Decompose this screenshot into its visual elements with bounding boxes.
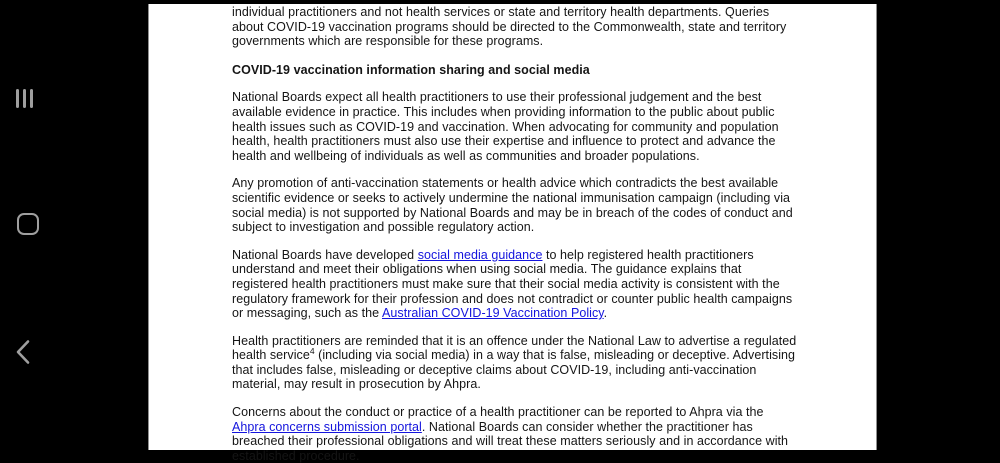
footnote-ref: 4 — [309, 346, 315, 357]
recents-button[interactable] — [16, 89, 33, 108]
home-button[interactable] — [17, 213, 39, 235]
section-heading: COVID-19 vaccination information sharing and social media — [232, 62, 590, 77]
article-body — [149, 4, 832, 463]
paragraph: individual practitioners and not health services or state and territory health departments. Queries about COVID-19 vaccination programs should be directed to the Commonwealth, state and territory governments which are responsible for these programs. — [232, 5, 787, 49]
paragraph: Concerns about the conduct or practice of a health practitioner can be reported to Ahpra via the Ahpra concerns submission portal. National Boards can consider whether the practitioner has breached their professional obligations and will treat these matters seriously and in accordance with established procedure. — [232, 405, 789, 463]
back-button[interactable] — [14, 339, 32, 365]
text-link[interactable]: Australian COVID-19 Vaccination Policy — [382, 306, 604, 321]
android-nav-bar — [0, 0, 148, 450]
paragraph: National Boards have developed social media guidance to help registered health practitioners understand and meet their obligations when using social media. The guidance explains that registered health practitioners must make sure that their social media activity is consistent with the regulatory framework for their profession and does not contradict or counter public health campaigns or messaging, such as the Australian COVID-19 Vaccination Policy. — [232, 247, 793, 321]
paragraph: National Boards expect all health practitioners to use their professional judgement and the best available evidence in practice. This includes when providing information to the public about public health issues such as COVID-19 and vaccination. When advocating for community and population health, health practitioners must also use their expertise and influence to protect and advance the health and wellbeing of individuals as well as communities and broader populations. — [232, 90, 779, 163]
back-chevron-icon — [14, 339, 32, 365]
text-link[interactable]: social media guidance — [417, 247, 543, 262]
paragraph: Health practitioners are reminded that it is an offence under the National Law to advertise a regulated health service$^4$ (including via social media) in a way that is false, misleading or deceptive. Advertising that includes false, misleading or deceptive claims about COVID-19, including anti-vaccination material, may result in prosecution by Ahpra. — [232, 333, 797, 392]
paragraph: Any promotion of anti-vaccination statements or health advice which contradicts the best available scientific evidence or seeks to actively undermine the national immunisation campaign (including via social media) is not supported by National Boards and may be in breach of the codes of conduct and subject to investigation and possible regulatory action. — [232, 176, 793, 235]
document-page[interactable] — [148, 4, 877, 463]
text-link[interactable]: Ahpra concerns submission portal — [232, 419, 422, 434]
recents-icon — [16, 89, 19, 108]
